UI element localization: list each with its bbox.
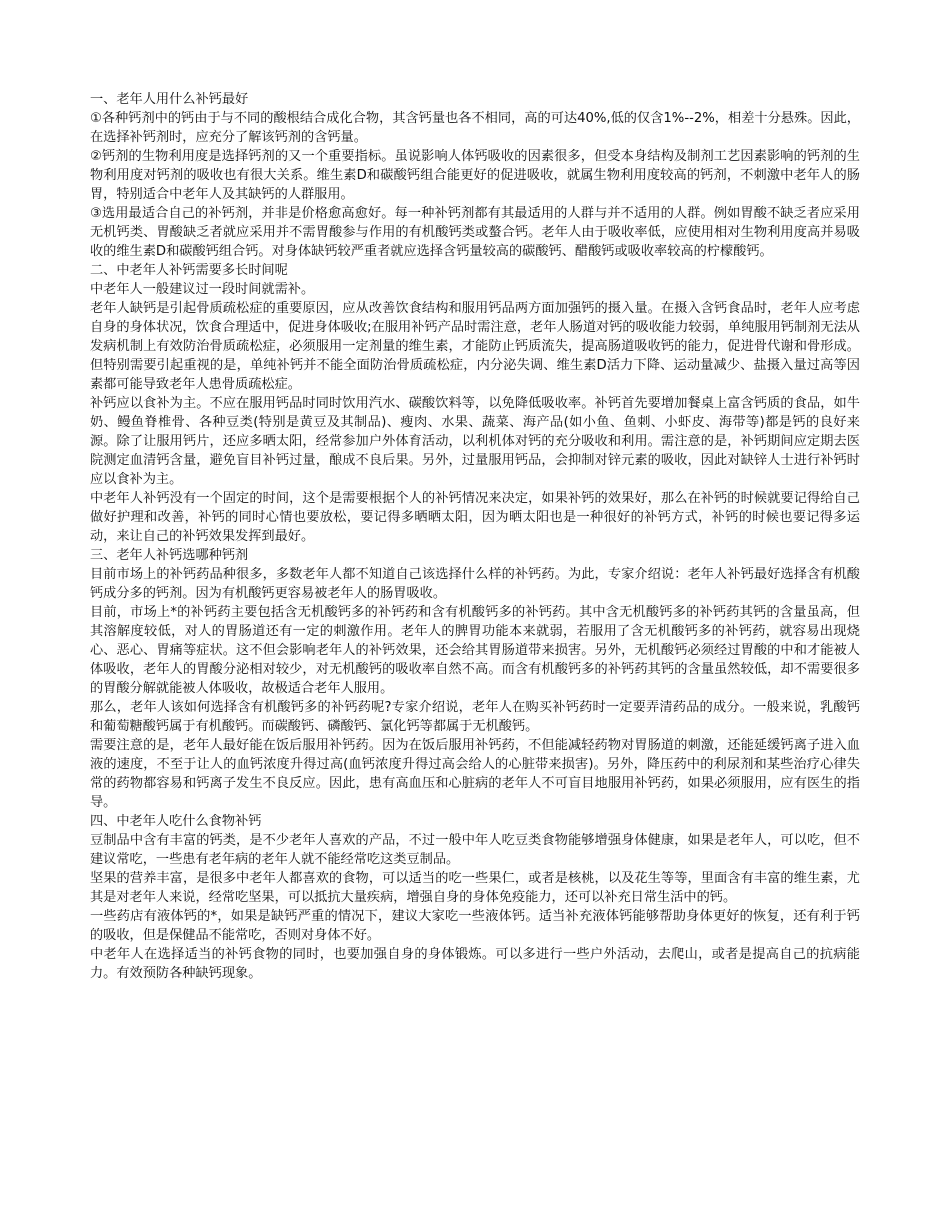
section-heading-1: 一、老年人用什么补钙最好 <box>90 92 249 107</box>
paragraph: 目前市场上的补钙药品种很多，多数老年人都不知道自己该选择什么样的补钙药。为此，专家介绍说：老年人补钙最好选择含有机酸钙成分多的钙剂。因为有机酸钙更容易被老年人的肠胃吸收。 <box>90 567 860 601</box>
paragraph: 需要注意的是，老年人最好能在饭后服用补钙药。因为在饭后服用补钙药，不但能减轻药物对胃肠道的刺激，还能延缓钙离子进入血液的速度，不至于让人的血钙浓度升得过高(血钙浓度升得过高会给人的心脏带来损害)。另外，降压药中的利尿剂和某些治疗心律失常的药物都容易和钙离子发生不良反应。因此，患有高血压和心脏病的老年人不可盲目地服用补钙药，如果必须服用，应有医生的指导。 <box>90 738 860 810</box>
paragraph: 中老年人一般建议过一段时间就需补。 <box>90 282 315 297</box>
paragraph: 目前，市场上*的补钙药主要包括含无机酸钙多的补钙药和含有机酸钙多的补钙药。其中含无机酸钙多的补钙药其钙的含量虽高，但其溶解度较低，对人的胃肠道还有一定的刺激作用。老年人的脾胃功能本来就弱，若服用了含无机酸钙多的补钙药，就容易出现烧心、恶心、胃痛等症状。这不但会影响老年人的补钙效果，还会给其胃肠道带来损害。另外，无机酸钙必须经过胃酸的中和才能被人体吸收，老年人的胃酸分泌相对较少，对无机酸钙的吸收率自然不高。而含有机酸钙多的补钙药其钙的含量虽然较低，却不需要很多的胃酸分解就能被人体吸收，故极适合老年人服用。 <box>90 605 860 696</box>
paragraph: 豆制品中含有丰富的钙类，是不少老年人喜欢的产品，不过一般中年人吃豆类食物能够增强身体健康，如果是老年人，可以吃，但不建议常吃，一些患有老年病的老年人就不能经常吃这类豆制品。 <box>90 833 860 867</box>
section-heading-4: 四、中老年人吃什么食物补钙 <box>90 814 262 829</box>
paragraph: 坚果的营养丰富，是很多中老年人都喜欢的食物，可以适当的吃一些果仁，或者是核桃，以及花生等等，里面含有丰富的维生素，尤其是对老年人来说，经常吃坚果，可以抵抗大量疾病，增强自身的身体免疫能力，还可以补充日常生活中的钙。 <box>90 871 860 905</box>
paragraph: 一些药店有液体钙的*，如果是缺钙严重的情况下，建议大家吃一些液体钙。适当补充液体钙能够帮助身体更好的恢复，还有利于钙的吸收，但是保健品不能常吃，否则对身体不好。 <box>90 909 860 943</box>
section-heading-3: 三、老年人补钙选哪种钙剂 <box>90 548 249 563</box>
paragraph: 那么，老年人该如何选择含有机酸钙多的补钙药呢?专家介绍说，老年人在购买补钙药时一定要弄清药品的成分。一般来说，乳酸钙和葡萄糖酸钙属于有机酸钙。而碳酸钙、磷酸钙、氯化钙等都属于无机酸钙。 <box>90 700 860 734</box>
paragraph: ②钙剂的生物利用度是选择钙剂的又一个重要指标。虽说影响人体钙吸收的因素很多，但受本身结构及制剂工艺因素影响的钙剂的生物利用度对钙剂的吸收也有很大关系。维生素D和碳酸钙组合能更好的促进吸收，就属生物利用度较高的钙剂，不刺激中老年人的肠胃，特别适合中老年人及其缺钙的人群服用。 <box>90 149 860 202</box>
paragraph: ③选用最适合自己的补钙剂，并非是价格愈高愈好。每一种补钙剂都有其最适用的人群与并不适用的人群。例如胃酸不缺乏者应采用无机钙类、胃酸缺乏者就应采用并不需胃酸参与作用的有机酸钙类或螯合钙。老年人由于吸收率低，应使用相对生物利用度高并易吸收的维生素D和碳酸钙组合钙。对身体缺钙较严重者就应选择含钙量较高的碳酸钙、醋酸钙或吸收率较高的柠檬酸钙。 <box>90 206 860 259</box>
paragraph: 补钙应以食补为主。不应在服用钙品时同时饮用汽水、碳酸饮料等，以免降低吸收率。补钙首先要增加餐桌上富含钙质的食品，如牛奶、鳗鱼脊椎骨、各种豆类(特别是黄豆及其制品)、瘦肉、水果、蔬菜、海产品(如小鱼、鱼刺、小虾皮、海带等)都是钙的良好来源。除了让服用钙片，还应多晒太阳，经常参加户外体育活动，以利机体对钙的充分吸收和利用。需注意的是，补钙期间应定期去医院测定血清钙含量，避免盲目补钙过量，酿成不良后果。另外，过量服用钙品，会抑制对锌元素的吸收，因此对缺锌人士进行补钙时应以食补为主。 <box>90 396 860 487</box>
paragraph: 中老年人补钙没有一个固定的时间，这个是需要根据个人的补钙情况来决定，如果补钙的效果好，那么在补钙的时候就要记得给自己做好护理和改善，补钙的同时心情也要放松，要记得多晒晒太阳，因为晒太阳也是一种很好的补钙方式，补钙的时候也要记得多运动，来让自己的补钙效果发挥到最好。 <box>90 491 860 544</box>
section-heading-2: 二、中老年人补钙需要多长时间呢 <box>90 263 288 278</box>
paragraph: 老年人缺钙是引起骨质疏松症的重要原因，应从改善饮食结构和服用钙品两方面加强钙的摄入量。在摄入含钙食品时，老年人应考虑自身的身体状况，饮食合理适中，促进身体吸收;在服用补钙产品时需注意，老年人肠道对钙的吸收能力较弱，单纯服用钙制剂无法从发病机制上有效防治骨质疏松症，必须服用一定剂量的维生素，才能防止钙质流失，提高肠道吸收钙的能力，促进骨代谢和骨形成。但特别需要引起重视的是，单纯补钙并不能全面防治骨质疏松症，内分泌失调、维生素D活力下降、运动量减少、盐摄入量过高等因素都可能导致老年人患骨质疏松症。 <box>90 301 860 392</box>
paragraph: 中老年人在选择适当的补钙食物的同时，也要加强自身的身体锻炼。可以多进行一些户外活动，去爬山，或者是提高自己的抗病能力。有效预防各种缺钙现象。 <box>90 947 860 981</box>
paragraph: ①各种钙剂中的钙由于与不同的酸根结合成化合物，其含钙量也各不相同，高的可达40%,低的仅含1%--2%，相差十分悬殊。因此，在选择补钙剂时，应充分了解该钙剂的含钙量。 <box>90 111 860 145</box>
